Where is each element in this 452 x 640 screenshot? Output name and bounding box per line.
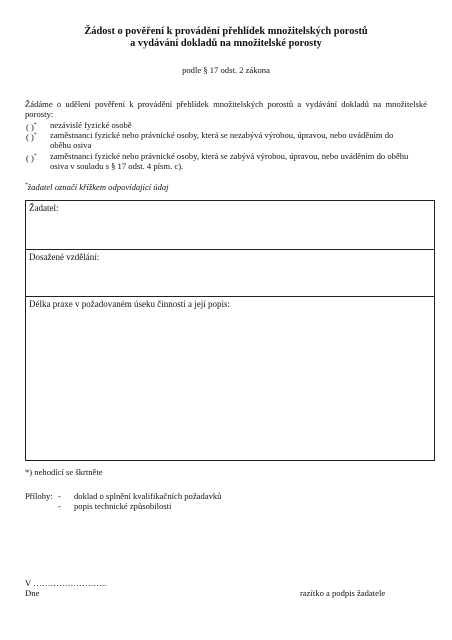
option-independent-person[interactable] — [26, 120, 426, 130]
checkbox-mark[interactable]: ( )* — [26, 121, 37, 132]
attachments-label: Přílohy: — [25, 491, 53, 501]
applicant-form-box — [25, 200, 435, 461]
place-line[interactable]: V …………………….. — [25, 578, 107, 588]
field-practice-label: Délka praxe v požadovaném úseku činnosti a její popis: — [29, 299, 230, 309]
attachment-item: popis technické způsobilosti — [74, 501, 172, 511]
intro-paragraph: Žádáme o udělení pověření k provádění přehlídek množitelských porostů a vydávání dokladů na množitelské porosty: — [25, 99, 427, 119]
attachment-bullet: - — [58, 501, 61, 511]
field-education-label: Dosažené vzdělání: — [29, 252, 100, 262]
field-education[interactable] — [26, 250, 434, 297]
attachment-bullet: - — [58, 491, 61, 501]
title-line-1: Žádost o pověření k provádění přehlídek množitelských porostů — [84, 26, 368, 37]
checkbox-mark[interactable]: ( )* — [26, 152, 37, 163]
option-employee-producer[interactable] — [26, 151, 426, 171]
footnote: *žadatel označí křížkem odpovídající údaj — [25, 181, 169, 192]
checkbox-mark[interactable]: ( )* — [26, 131, 37, 142]
option-label: zaměstnanci fyzické nebo právnické osoby, která se nezabývá výrobou, úpravou, nebo uváděním do oběhu osiva — [50, 130, 394, 150]
strike-note: *) nehodící se škrtněte — [25, 467, 103, 477]
field-applicant[interactable] — [26, 201, 434, 250]
option-label: zaměstnanci fyzické nebo právnické osoby, která se zabývá výrobou, úpravou, nebo uváděním do oběhu osiva v souladu s § 17 odst. 4 písm. c). — [50, 151, 409, 171]
option-employee-not-producer[interactable] — [26, 130, 426, 150]
field-practice[interactable] — [26, 297, 434, 460]
attachment-item: doklad o splnění kvalifikačních požadavků — [74, 491, 222, 501]
date-label: Dne — [25, 588, 40, 598]
field-applicant-label: Žadatel: — [29, 203, 59, 213]
subtitle: podle § 17 odst. 2 zákona — [182, 65, 270, 75]
title-line-2: a vydávání dokladů na množitelské porosty — [130, 38, 322, 49]
option-label: nezávislé fyzické osobě — [50, 120, 132, 130]
signature-label: razítko a podpis žadatele — [300, 588, 386, 598]
